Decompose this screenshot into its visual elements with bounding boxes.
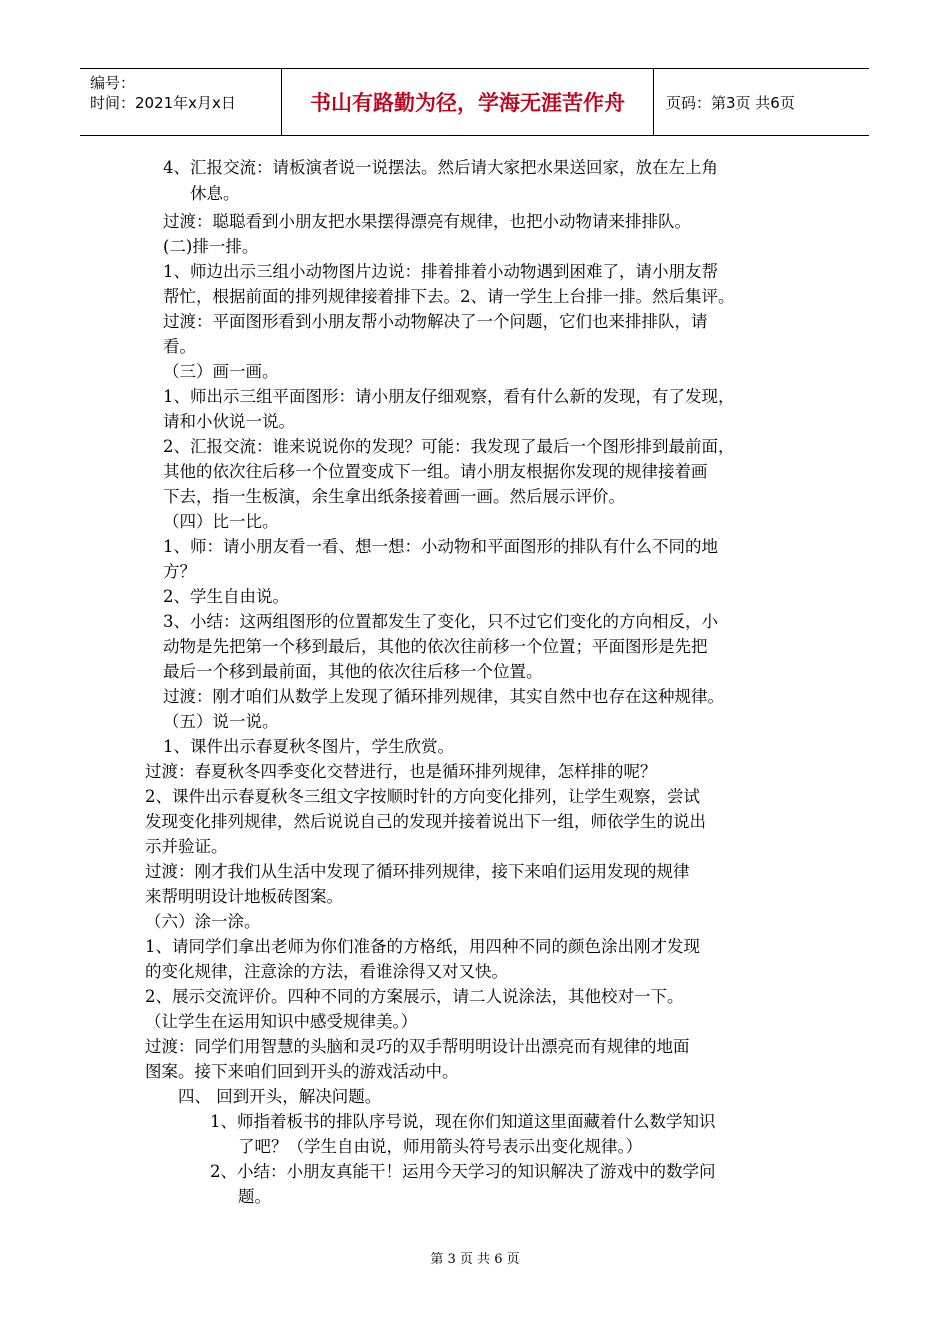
- body-line: 的变化规律，注意涂的方法，看谁涂得又对又快。: [145, 962, 508, 981]
- body-line: 2、小结：小朋友真能干！运用今天学习的知识解决了游戏中的数学问: [210, 1162, 716, 1181]
- body-line: 下去，指一生板演，余生拿出纸条接着画一画。然后展示评价。: [163, 487, 625, 506]
- body-line: 1、师指着板书的排队序号说，现在你们知道这里面藏着什么数学知识: [210, 1112, 716, 1131]
- body-line: 过渡：春夏秋冬四季变化交替进行，也是循环排列规律，怎样排的呢？: [145, 762, 657, 781]
- header-meta: [80, 69, 282, 135]
- body-line: 过渡：同学们用智慧的头脑和灵巧的双手帮明明设计出漂亮而有规律的地面: [145, 1037, 690, 1056]
- body-line: （让学生在运用知识中感受规律美。）: [145, 1012, 418, 1031]
- body-line: 过渡：聪聪看到小朋友把水果摆得漂亮有规律，也把小动物请来排排队。: [163, 212, 691, 231]
- body-line: 动物是先把第一个移到最后，其他的依次往前移一个位置；平面图形是先把: [163, 637, 708, 656]
- body-line: 2、学生自由说。: [163, 587, 289, 606]
- body-line: 过渡：刚才咱们从数学上发现了循环排列规律，其实自然中也存在这种规律。: [163, 687, 724, 706]
- body-line: 2、课件出示春夏秋冬三组文字按顺时针的方向变化排列，让学生观察，尝试: [145, 787, 700, 806]
- body-line: （四）比一比。: [163, 512, 279, 531]
- body-line: 3、小结：这两组图形的位置都发生了变化，只不过它们变化的方向相反，小: [163, 612, 718, 631]
- body-line: 图案。接下来咱们回到开头的游戏活动中。: [145, 1062, 459, 1081]
- page-footer: 第 3 页 共 6 页: [430, 1252, 520, 1267]
- body-line: 其他的依次往后移一个位置变成下一组。请小朋友根据你发现的规律接着画: [163, 462, 708, 481]
- document-number-label: 编号：: [90, 74, 136, 92]
- body-line: (二)排一排。: [163, 237, 259, 256]
- body-line: 了吧？（学生自由说，师用箭头符号表示出变化规律。）: [238, 1137, 643, 1156]
- body-line: 休息。: [190, 184, 240, 203]
- body-line: 看。: [163, 337, 196, 356]
- body-line: （五）说一说。: [163, 712, 279, 731]
- body-line: 发现变化排列规律，然后说说自己的发现并接着说出下一组，师依学生的说出: [145, 812, 706, 831]
- body-line: 1、师出示三组平面图形：请小朋友仔细观察，看有什么新的发现，有了发现，: [163, 387, 735, 406]
- document-time-label: 时间：2021年x月x日: [90, 94, 236, 112]
- body-line: 来帮明明设计地板砖图案。: [145, 887, 343, 906]
- body-line: 方？: [163, 562, 196, 581]
- body-line: 1、课件出示春夏秋冬图片，学生欣赏。: [163, 737, 454, 756]
- body-line: 题。: [238, 1187, 271, 1206]
- body-line: （六）涂一涂。: [145, 912, 261, 931]
- body-line: 2、展示交流评价。四种不同的方案展示，请二人说涂法，其他校对一下。: [145, 987, 684, 1006]
- body-line: 1、师边出示三组小动物图片边说：排着排着小动物遇到困难了，请小朋友帮: [163, 262, 718, 281]
- body-line: 四、 回到开头，解决问题。: [178, 1087, 382, 1106]
- header-page-info: 页码：第3页 共6页: [666, 93, 795, 112]
- body-line: 过渡：平面图形看到小朋友帮小动物解决了一个问题，它们也来排排队，请: [163, 312, 708, 331]
- body-line: 1、师：请小朋友看一看、想一想：小动物和平面图形的排队有什么不同的地: [163, 537, 718, 556]
- body-line: 1、请同学们拿出老师为你们准备的方格纸，用四种不同的颜色涂出刚才发现: [145, 937, 700, 956]
- body-line: 过渡：刚才我们从生活中发现了循环排列规律，接下来咱们运用发现的规律: [145, 862, 690, 881]
- body-line: 请和小伙说一说。: [163, 412, 295, 431]
- body-line: （三）画一画。: [163, 362, 279, 381]
- body-line: 4、汇报交流：请板演者说一说摆法。然后请大家把水果送回家，放在左上角: [163, 158, 718, 177]
- header-motto: 书山有路勤为径，学海无涯苦作舟: [282, 69, 654, 135]
- body-line: 2、汇报交流：谁来说说你的发现？可能：我发现了最后一个图形排到最前面，: [163, 437, 735, 456]
- body-line: 最后一个移到最前面，其他的依次往后移一个位置。: [163, 662, 543, 681]
- body-line: 帮忙，根据前面的排列规律接着排下去。2、请一学生上台排一排。然后集评。: [163, 287, 735, 306]
- page-header: [80, 68, 869, 136]
- body-line: 示并验证。: [145, 837, 228, 856]
